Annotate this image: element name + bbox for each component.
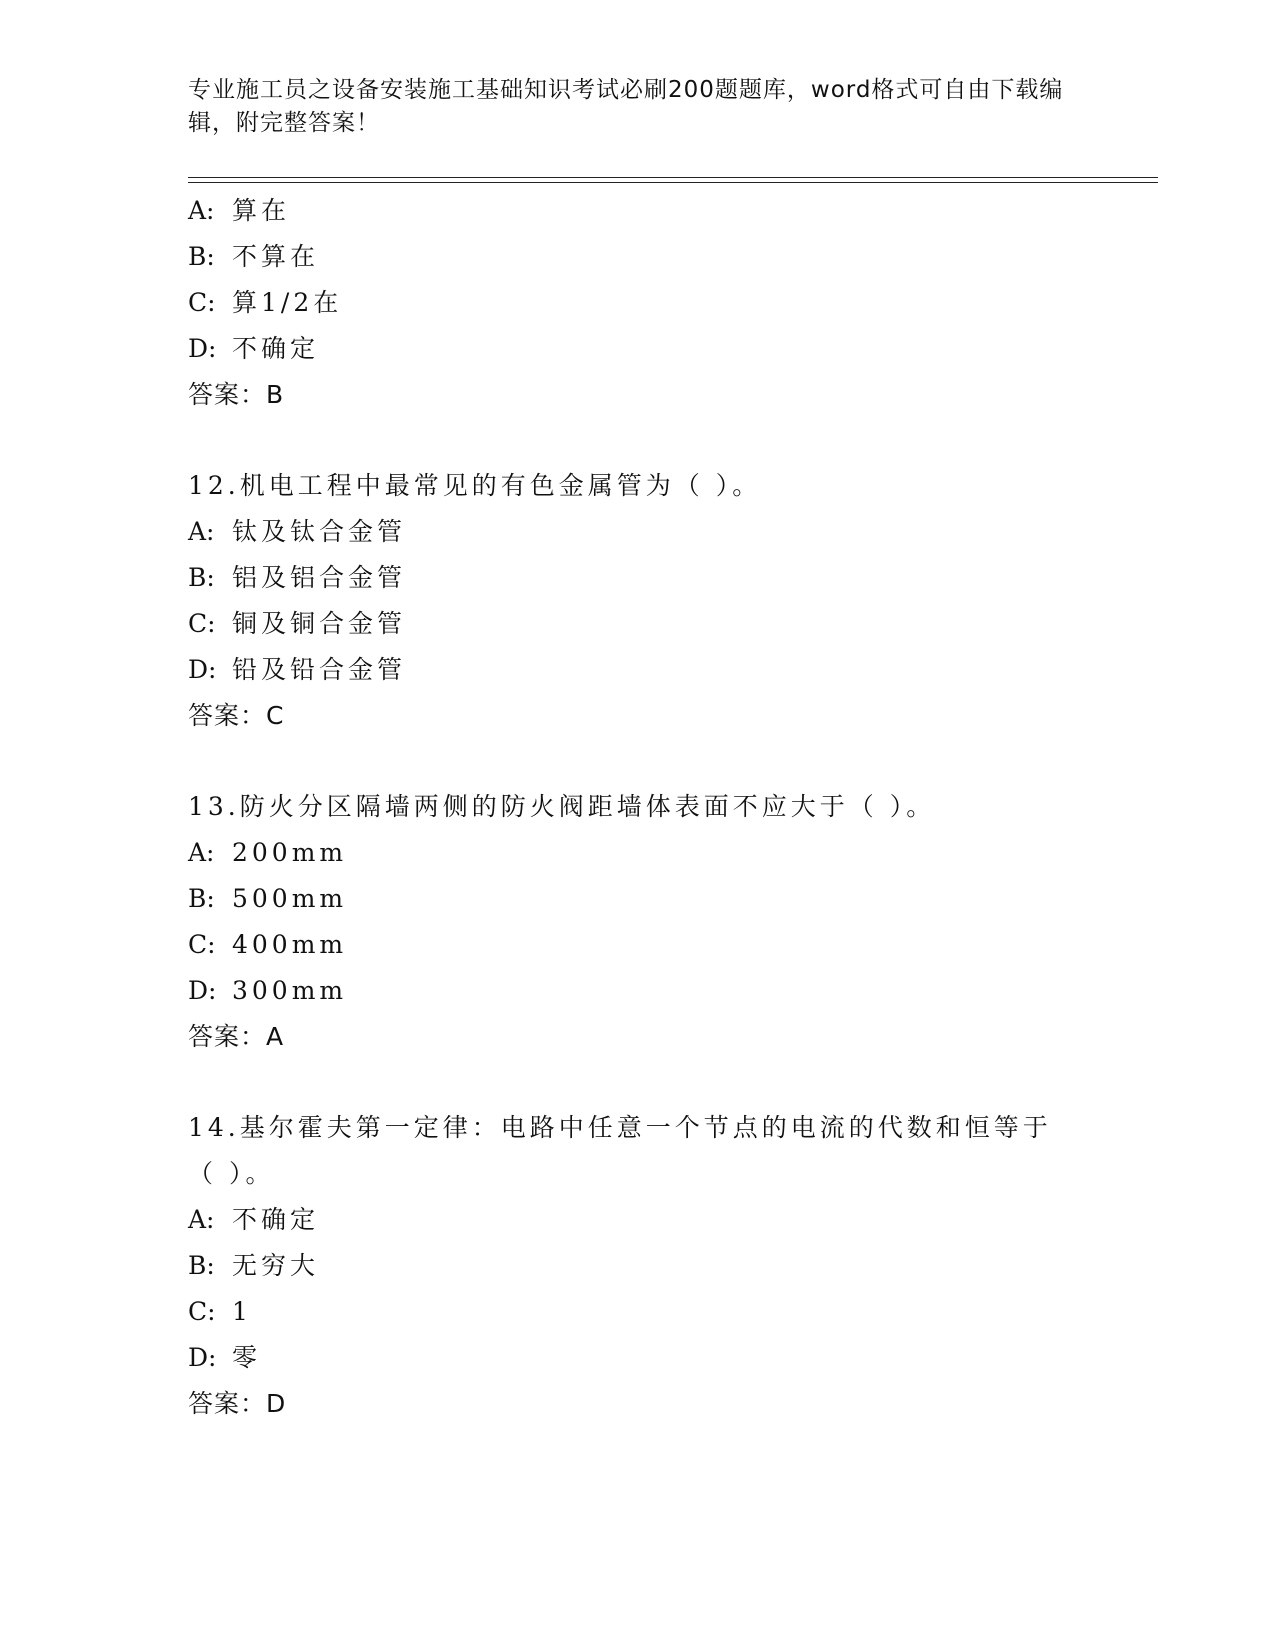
question-stem: 13.防火分区隔墙两侧的防火阀距墙体表面不应大于（ ）。 (188, 792, 936, 821)
option-text: 零 (232, 1343, 262, 1372)
spacer (188, 1060, 1088, 1105)
option-prefix: A: (188, 196, 215, 225)
option-prefix: C: (188, 1297, 216, 1326)
option-prefix: C: (188, 609, 216, 638)
option-text: 300mm (232, 976, 348, 1005)
option-d (188, 1335, 1088, 1381)
option-c (188, 601, 1088, 647)
option-b (188, 876, 1088, 922)
option-text: 200mm (232, 838, 348, 867)
option-d (188, 968, 1088, 1014)
question-11 (188, 188, 1088, 418)
answer-line: 答案：D (188, 1389, 287, 1418)
spacer (188, 418, 1088, 463)
question-stem: 14.基尔霍夫第一定律：电路中任意一个节点的电流的代数和恒等于（ ）。 (188, 1113, 1052, 1188)
answer-line: 答案：B (188, 380, 285, 409)
question-stem: 12.机电工程中最常见的有色金属管为（ ）。 (188, 471, 762, 500)
answer-line: 答案：C (188, 701, 285, 730)
option-prefix: B: (188, 563, 215, 592)
option-prefix: D: (188, 976, 217, 1005)
option-prefix: C: (188, 288, 216, 317)
option-text: 铜及铜合金管 (232, 609, 407, 638)
option-a (188, 188, 1088, 234)
option-prefix: D: (188, 655, 217, 684)
option-c (188, 1289, 1088, 1335)
option-prefix: D: (188, 334, 217, 363)
option-prefix: C: (188, 930, 216, 959)
option-d (188, 326, 1088, 372)
option-prefix: B: (188, 1251, 215, 1280)
option-text: 钛及钛合金管 (232, 517, 407, 546)
option-c (188, 280, 1088, 326)
spacer (188, 739, 1088, 784)
option-prefix: D: (188, 1343, 217, 1372)
option-text: 无穷大 (232, 1251, 320, 1280)
option-a (188, 830, 1088, 876)
option-text: 不算在 (232, 242, 320, 271)
option-b (188, 1243, 1088, 1289)
answer-line: 答案：A (188, 1022, 285, 1051)
option-text: 铅及铅合金管 (232, 655, 407, 684)
option-text: 铝及铝合金管 (232, 563, 407, 592)
option-c (188, 922, 1088, 968)
option-prefix: A: (188, 517, 215, 546)
header-divider-bottom (188, 182, 1158, 183)
header-divider-top (188, 177, 1158, 178)
option-text: 不确定 (232, 1205, 320, 1234)
document-header: 专业施工员之设备安装施工基础知识考试必刷200题题库，word格式可自由下载编辑，附完整答案！ (188, 77, 1064, 136)
option-text: 算在 (232, 196, 291, 225)
option-a (188, 509, 1088, 555)
question-12 (188, 463, 1088, 739)
question-13 (188, 784, 1088, 1060)
option-text: 1 (232, 1297, 252, 1326)
option-a (188, 1197, 1088, 1243)
question-14 (188, 1105, 1088, 1427)
question-list (188, 188, 1088, 1427)
option-b (188, 234, 1088, 280)
option-prefix: B: (188, 884, 215, 913)
option-d (188, 647, 1088, 693)
option-prefix: A: (188, 1205, 215, 1234)
option-prefix: B: (188, 242, 215, 271)
option-prefix: A: (188, 838, 215, 867)
option-text: 400mm (232, 930, 348, 959)
option-text: 算1/2在 (232, 288, 343, 317)
option-b (188, 555, 1088, 601)
option-text: 500mm (232, 884, 348, 913)
option-text: 不确定 (232, 334, 320, 363)
